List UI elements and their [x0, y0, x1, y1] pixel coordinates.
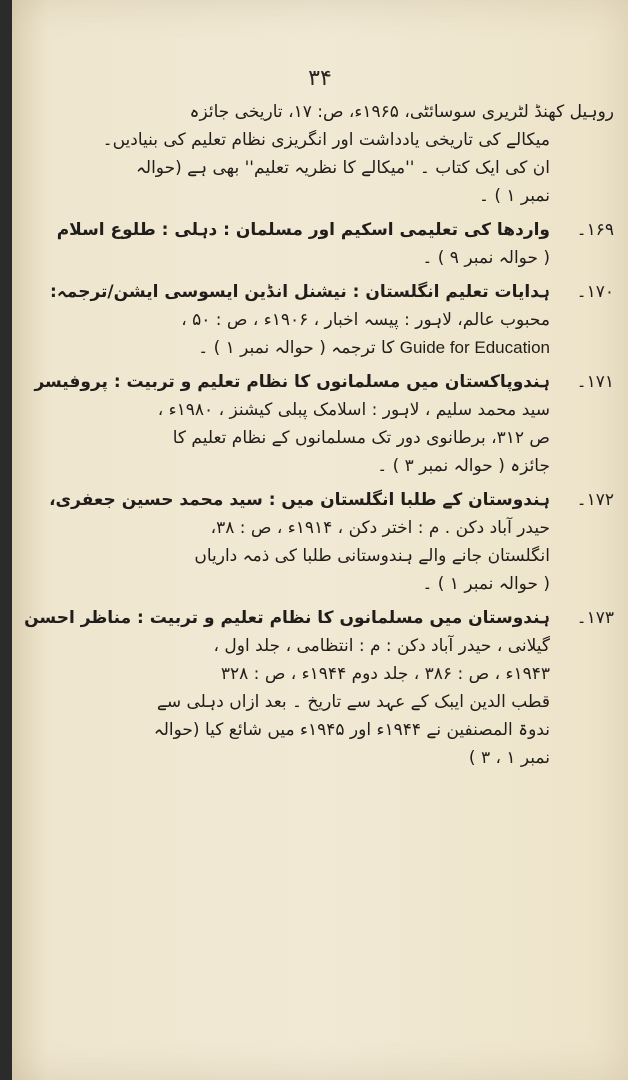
entry-number: ۱۷۱۔: [576, 372, 614, 392]
bibliography-entry-172: [18, 486, 614, 598]
entry-number: ۱۶۹۔: [576, 220, 614, 240]
text-line: ندوۃ المصنفین نے ۱۹۴۴ء اور ۱۹۴۵ء میں شائع کیا (حوالہ: [153, 720, 550, 740]
entry-number: ۱۷۰۔: [576, 282, 614, 302]
text-line: جائزہ ( حوالہ نمبر ۳ ) ۔: [377, 456, 550, 476]
page-number: ۳۴: [308, 66, 332, 91]
entry-number: ۱۷۳۔: [576, 608, 614, 628]
text-line: ۱۹۴۳ء ، ص : ۳۸۶ ، جلد دوم ۱۹۴۴ء ، ص : ۳۲۸: [220, 664, 550, 684]
english-title-tail: کا ترجمہ ( حوالہ نمبر ۱ ) ۔: [198, 338, 395, 358]
entry-title-line: ہدایات تعلیم انگلستان : نیشنل انڈین ایسوسی ایشن/ترجمہ:: [50, 282, 550, 302]
text-line: ص ۳۱۲، برطانوی دور تک مسلمانوں کے نظام تعلیم کا: [172, 428, 550, 448]
text-line: نمبر ۱ ) ۔: [478, 186, 550, 206]
text-line: قطب الدین ایبک کے عہد سے تاریخ ۔ بعد ازاں دہلی سے: [156, 692, 550, 712]
entry-title-line: واردھا کی تعلیمی اسکیم اور مسلمان : دہلی : طلوع اسلام: [56, 220, 550, 240]
text-line: نمبر ۱ ، ۳ ): [468, 748, 550, 768]
text-line: سید محمد سلیم ، لاہور : اسلامک پبلی کیشنز ، ۱۹۸۰ء ،: [157, 400, 550, 420]
text-line: محبوب عالم، لاہور : پیسہ اخبار ، ۱۹۰۶ء ، ص : ۵۰ ،: [181, 310, 550, 330]
bibliography-entry-169: [18, 216, 614, 272]
text-line-with-english: [18, 334, 550, 362]
text-line: انگلستان جانے والے ہندوستانی طلبا کی ذمہ داریاں: [194, 546, 550, 566]
text-line: حیدر آباد دکن . م : اختر دکن ، ۱۹۱۴ء ، ص : ۳۸،: [210, 518, 550, 538]
entry-title-line: ہندوستان کے طلبا انگلستان میں : سید محمد حسین جعفری،: [49, 490, 550, 510]
text-line: ( حوالہ نمبر ۹ ) ۔: [422, 248, 550, 268]
previous-entry-continuation: [18, 98, 614, 210]
bibliography-entry-171: [18, 368, 614, 480]
entry-number: ۱۷۲۔: [576, 490, 614, 510]
english-title: Guide for Education: [399, 338, 550, 357]
bibliography-entry-170: [18, 278, 614, 362]
text-line: گیلانی ، حیدر آباد دکن : م : انتظامی ، جلد اول ،: [213, 636, 550, 656]
entry-title-line: ہندوپاکستان میں مسلمانوں کا نظام تعلیم و تربیت : پروفیسر: [34, 372, 550, 392]
bibliography-entry-173: [18, 604, 614, 772]
entry-title-line: ہندوستان میں مسلمانوں کا نظام تعلیم و تربیت : مناظر احسن: [24, 608, 550, 628]
text-line: روہیل کھنڈ لٹریری سوسائٹی، ۱۹۶۵ء، ص: ۱۷، تاریخی جائزہ: [189, 102, 614, 122]
text-line: ان کی ایک کتاب ۔ ''میکالے کا نظریہ تعلیم'' بھی ہے (حوالہ: [135, 158, 550, 178]
text-line: ( حوالہ نمبر ۱ ) ۔: [422, 574, 550, 594]
text-line: میکالے کی تاریخی یادداشت اور انگریزی نظام تعلیم کی بنیادیں۔: [102, 130, 550, 150]
bibliography-content: [18, 98, 614, 772]
document-page: [12, 0, 628, 1080]
